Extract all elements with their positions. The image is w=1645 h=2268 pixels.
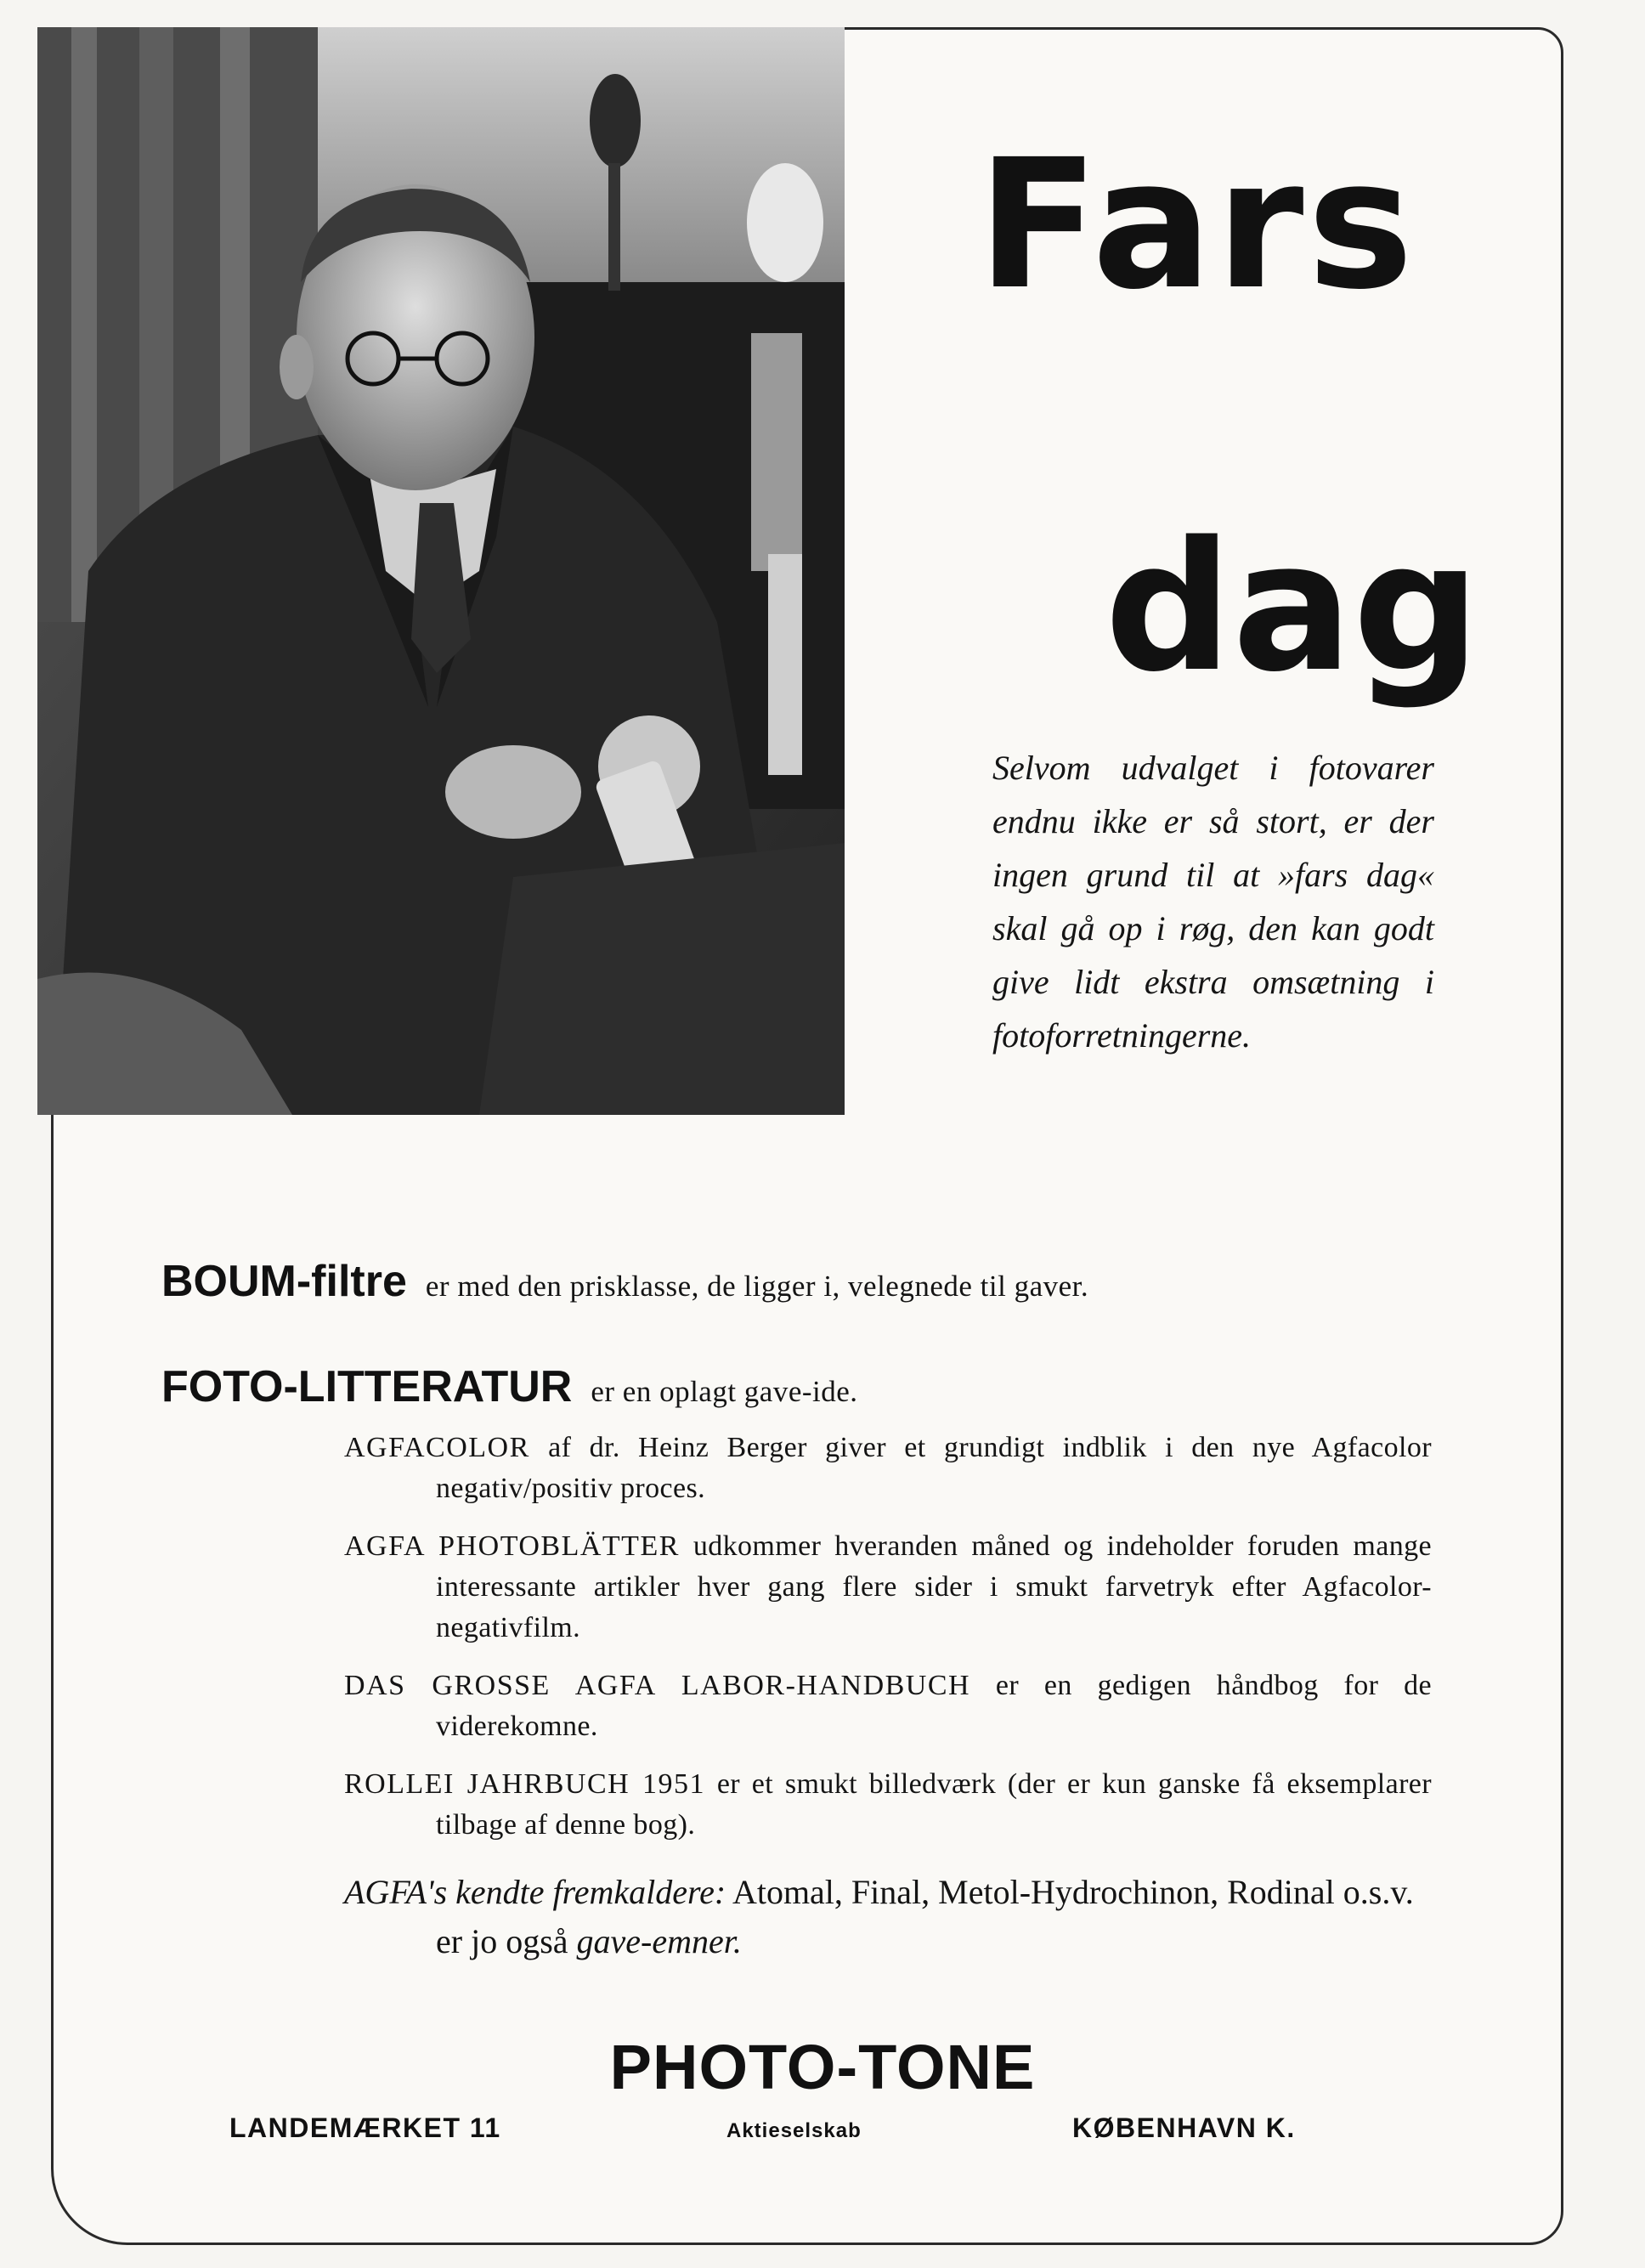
book-title: ROLLEI JAHRBUCH 1951 <box>344 1768 706 1800</box>
developers-lead: AGFA's kendte fremkaldere: <box>344 1873 726 1911</box>
developers-tail: gave-emner. <box>576 1922 742 1960</box>
filters-line <box>161 1256 1088 1307</box>
book-description: er et smukt billedværk (der er kun ganske få eksemplarer tilbage af denne bog). <box>436 1768 1432 1841</box>
headline-fars: Fars <box>977 121 1417 329</box>
book-description: af dr. Heinz Berger giver et grundigt indblik i den nye Agfacolor negativ/positiv proces. <box>436 1432 1432 1504</box>
book-title: AGFACOLOR <box>344 1432 530 1463</box>
intro-paragraph: Selvom udvalget i fotovarer endnu ikke er så stort, er der ingen grund til at »fars dag« skal gå op i røg, den kan godt give lidt ekstra omsætning i fotoforretningerne. <box>992 749 1434 1055</box>
portrait-photo <box>37 27 845 1115</box>
book-item-agfacolor <box>344 1428 1432 1509</box>
developers-paragraph <box>344 1868 1432 1966</box>
footer-city: KØBENHAVN K. <box>1072 2112 1296 2143</box>
book-title: DAS GROSSE AGFA LABOR-HANDBUCH <box>344 1670 971 1701</box>
filters-heading: BOUM-filtre <box>161 1257 407 1306</box>
book-description: er en gedigen håndbog for de viderekomne. <box>436 1670 1432 1742</box>
literature-heading: FOTO-LITTERATUR <box>161 1362 573 1411</box>
footer-address: LANDEMÆRKET 11 <box>229 2112 501 2143</box>
book-item-rollei-jahrbuch <box>344 1764 1432 1846</box>
footer-company-type: Aktieselskab <box>726 2119 862 2142</box>
book-title: AGFA PHOTOBLÄTTER <box>344 1530 680 1562</box>
developers-list: Atomal, Final, Metol-Hydrochinon, Rodinal o.s.v. er jo også <box>436 1873 1414 1960</box>
filters-text: er med den prisklasse, de ligger i, velegnede til gaver. <box>425 1270 1089 1303</box>
book-list <box>344 1428 1432 1863</box>
book-item-labor-handbuch <box>344 1666 1432 1747</box>
book-description: udkommer hveranden måned og indeholder foruden mange interessante artikler hver gang flere sider i smukt farvetryk efter Agfacolor-negativfilm. <box>436 1530 1432 1643</box>
literature-text: er en oplagt gave-ide. <box>591 1375 858 1408</box>
literature-line <box>161 1361 858 1412</box>
brand-name: PHOTO-TONE <box>609 2032 1036 2102</box>
headline-dag: dag <box>1105 503 1481 711</box>
book-item-photoblaetter <box>344 1526 1432 1649</box>
